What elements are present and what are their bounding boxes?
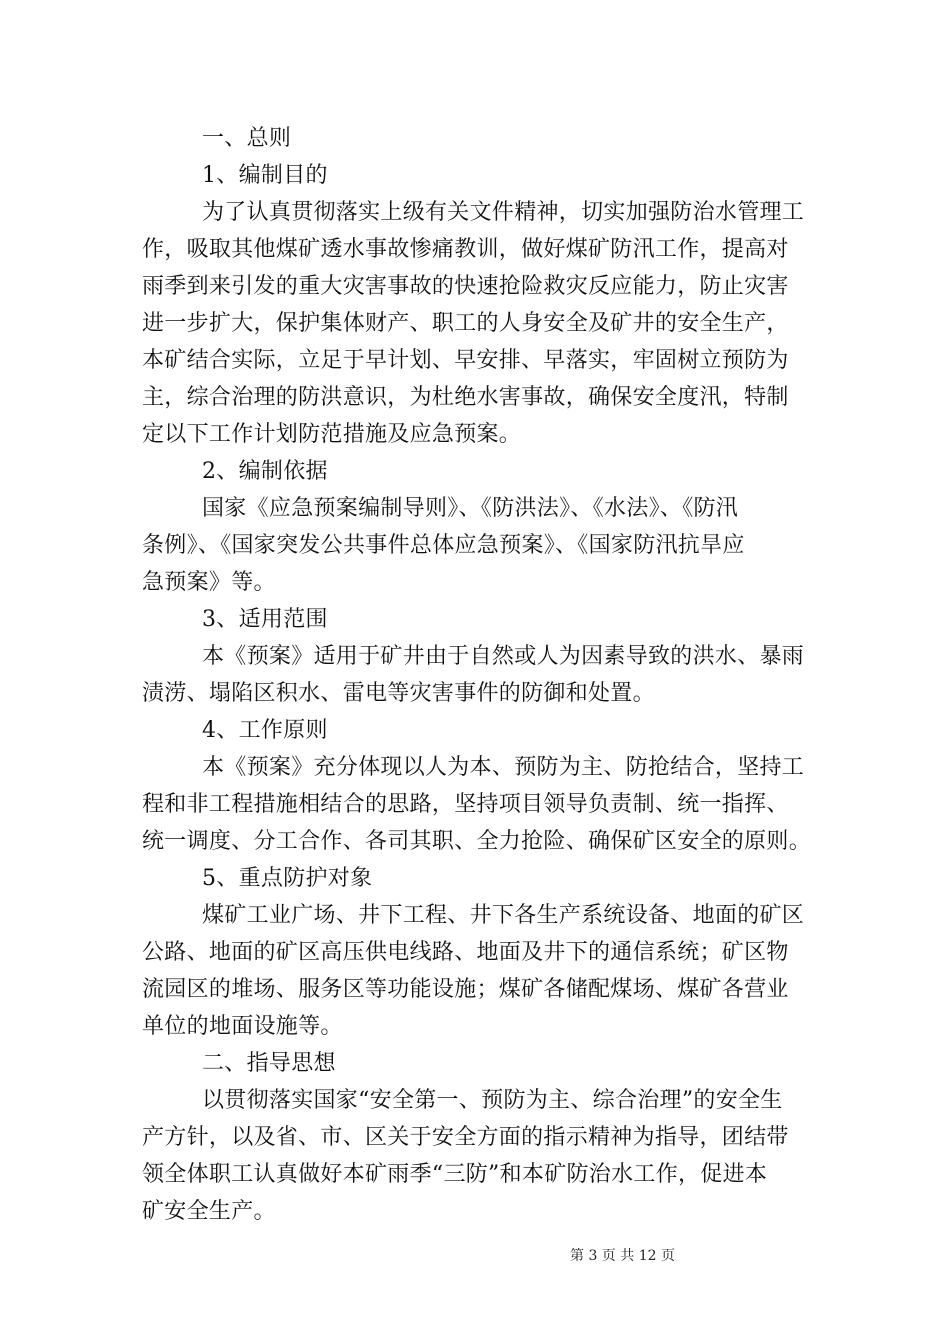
- text-line: 国家《应急预案编制导则》、《防洪法》、《水法》、《防汛: [202, 496, 739, 521]
- text-line: 进一步扩大，保护集体财产、职工的人身安全及矿井的安全生产，: [142, 311, 789, 336]
- text-line: 5、重点防护对象: [202, 866, 373, 891]
- text-line: 一、总则: [202, 126, 292, 151]
- text-line: 急预案》等。: [142, 570, 276, 595]
- text-line: 产方针，以及省、市、区关于安全方面的指示精神为指导，团结带: [142, 1125, 789, 1150]
- text-line: 作，吸取其他煤矿透水事故惨痛教训，做好煤矿防汛工作，提高对: [142, 237, 789, 262]
- text-line: 雨季到来引发的重大灾害事故的快速抢险救灾反应能力，防止灾害: [142, 274, 789, 299]
- text-line: 领全体职工认真做好本矿雨季“三防”和本矿防治水工作，促进本: [142, 1162, 768, 1187]
- text-line: 统一调度、分工合作、各司其职、全力抢险、确保矿区安全的原则。: [142, 829, 812, 854]
- text-line: 二、指导思想: [202, 1051, 336, 1076]
- text-line: 以贯彻落实国家“安全第一、预防为主、综合治理”的安全生: [202, 1088, 783, 1113]
- text-line: 本矿结合实际，立足于早计划、早安排、早落实，牢固树立预防为: [142, 348, 789, 373]
- text-line: 为了认真贯彻落实上级有关文件精神，切实加强防治水管理工: [202, 200, 805, 225]
- page-number: 第 3 页 共 12 页: [570, 1248, 675, 1264]
- text-line: 3、适用范围: [202, 607, 328, 632]
- text-line: 定以下工作计划防范措施及应急预案。: [142, 422, 522, 447]
- text-line: 流园区的堆场、服务区等功能设施；煤矿各储配煤场、煤矿各营业: [142, 977, 789, 1002]
- document-body: [142, 120, 810, 1230]
- text-line: 公路、地面的矿区高压供电线路、地面及井下的通信系统；矿区物: [142, 940, 789, 965]
- text-line: 程和非工程措施相结合的思路，坚持项目领导负责制、统一指挥、: [142, 792, 789, 817]
- text-line: 1、编制目的: [202, 163, 328, 188]
- text-line: 本《预案》充分体现以人为本、预防为主、防抢结合，坚持工: [202, 755, 805, 780]
- text-line: 煤矿工业广场、井下工程、井下各生产系统设备、地面的矿区: [202, 903, 805, 928]
- text-line: 渍涝、塌陷区积水、雷电等灾害事件的防御和处置。: [142, 681, 655, 706]
- text-line: 主，综合治理的防洪意识，为杜绝水害事故，确保安全度汛，特制: [142, 385, 789, 410]
- text-line: 单位的地面设施等。: [142, 1014, 343, 1039]
- text-line: 矿安全生产。: [142, 1199, 276, 1224]
- text-line: 本《预案》适用于矿井由于自然或人为因素导致的洪水、暴雨: [202, 644, 805, 669]
- text-line: 条例》、《国家突发公共事件总体应急预案》、《国家防汛抗旱应: [142, 533, 745, 558]
- text-line: 2、编制依据: [202, 459, 328, 484]
- text-line: 4、工作原则: [202, 718, 328, 743]
